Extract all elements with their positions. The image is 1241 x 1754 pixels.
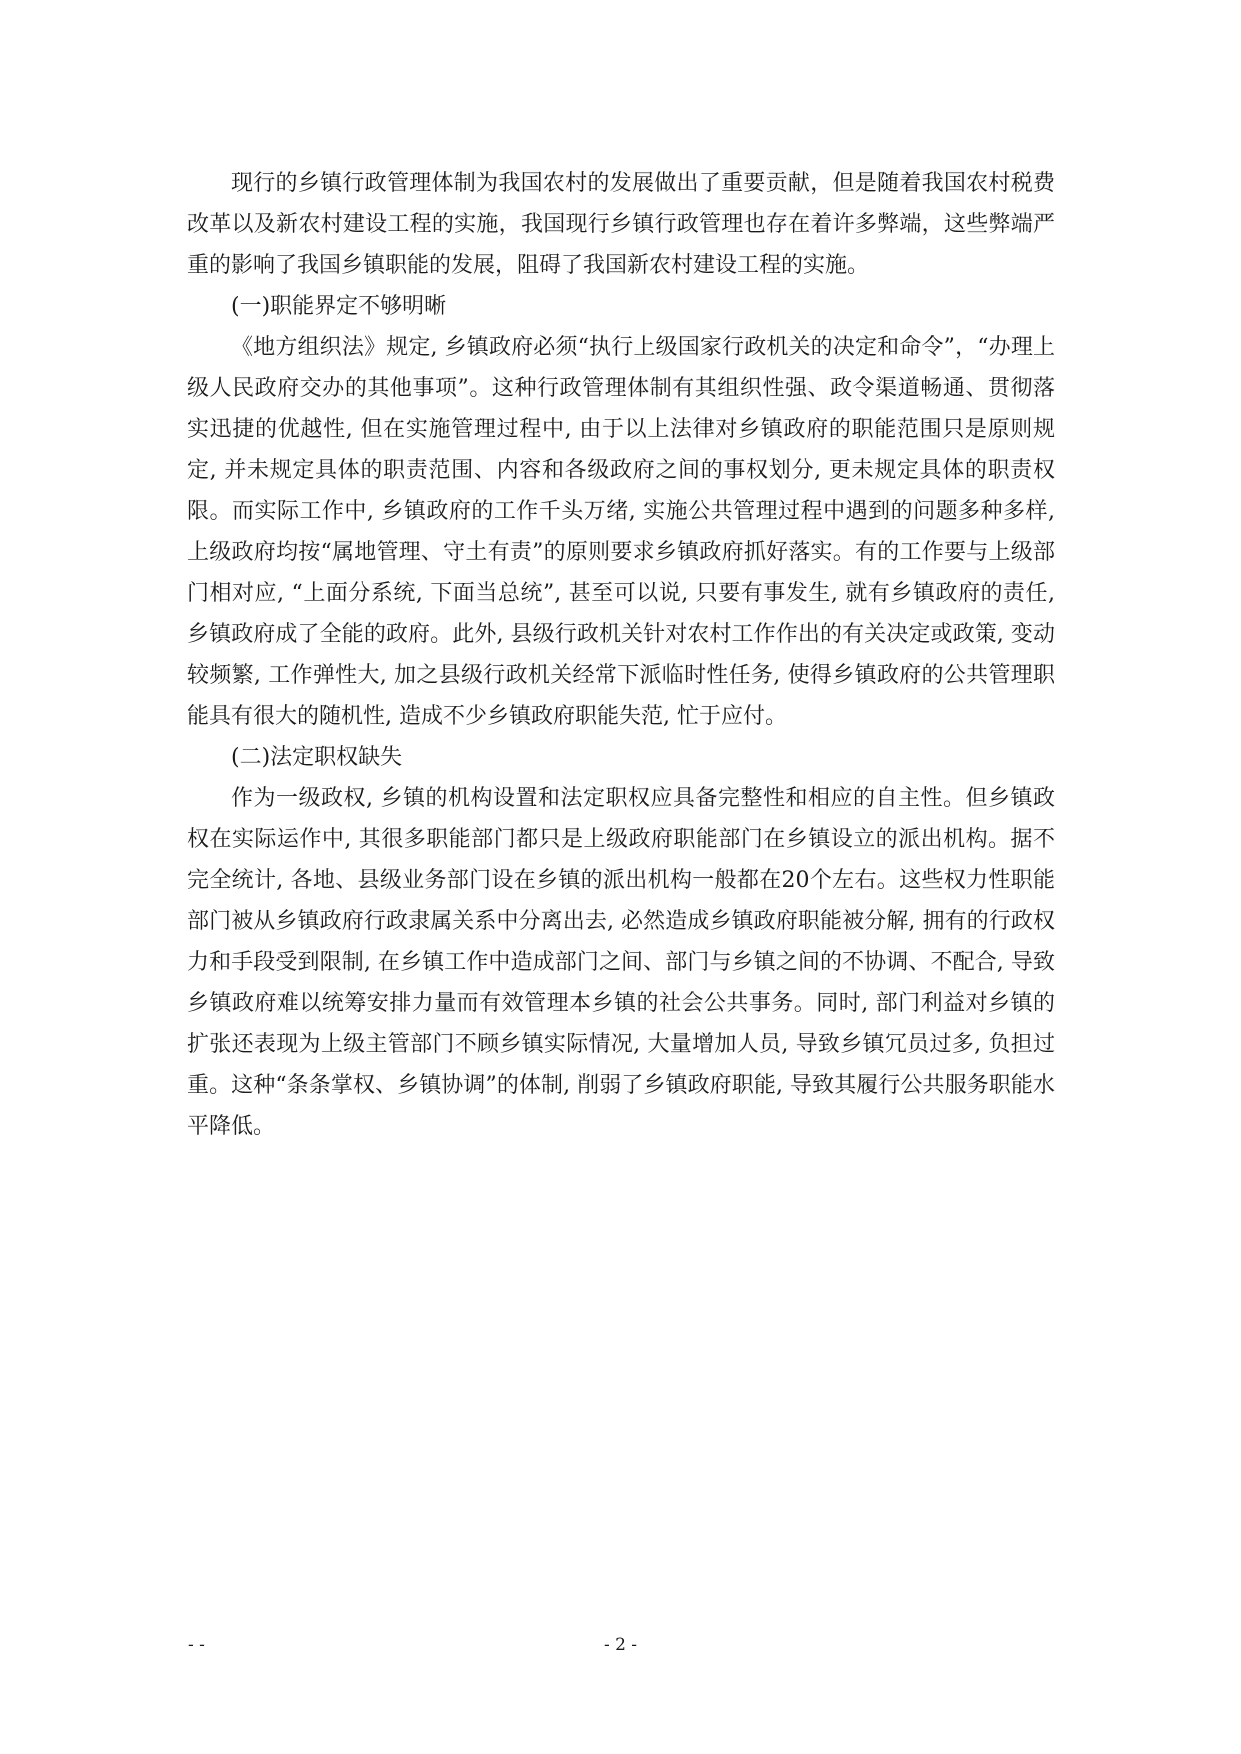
section-heading-2: (二)法定职权缺失 [231, 745, 403, 770]
page-footer [0, 1635, 1241, 1665]
paragraph-section-1: 《地方组织法》规定, 乡镇政府必须“执行上级国家行政机关的决定和命令”，“办理上级人民政府交办的其他事项”。这种行政管理体制有其组织性强、政令渠道畅通、贯彻落实迅捷的优越性, 但在实施管理过程中, 由于以上法律对乡镇政府的职能范围只是原则规定, 并未规定具体的职责范围、内容和各级政府之间的事权划分, 更未规定具体的职责权限。而实际工作中, 乡镇政府的工作千头万绪, 实施公共管理过程中遇到的问题多种多样, 上级政府均按“属地管理、守土有责”的原则要求乡镇政府抓好落实。有的工作要与上级部门相对应, “上面分系统, 下面当总统”, 甚至可以说, 只要有事发生, 就有乡镇政府的责任, 乡镇政府成了全能的政府。此外, 县级行政机关针对农村工作作出的有关决定或政策, 变动较频繁, 工作弹性大, 加之县级行政机关经常下派临时性任务, 使得乡镇政府的公共管理职能具有很大的随机性, 造成不少乡镇政府职能失范, 忙于应付。 [187, 335, 1055, 729]
paragraph-intro: 现行的乡镇行政管理体制为我国农村的发展做出了重要贡献，但是随着我国农村税费改革以及新农村建设工程的实施，我国现行乡镇行政管理也存在着许多弊端，这些弊端严重的影响了我国乡镇职能的发展，阻碍了我国新农村建设工程的实施。 [187, 171, 1055, 278]
page-number: - 2 - [603, 1635, 638, 1655]
paragraph-section-2: 作为一级政权, 乡镇的机构设置和法定职权应具备完整性和相应的自主性。但乡镇政权在实际运作中, 其很多职能部门都只是上级政府职能部门在乡镇设立的派出机构。据不完全统计, 各地、县级业务部门设在乡镇的派出机构一般都在20个左右。这些权力性职能部门被从乡镇政府行政隶属关系中分离出去, 必然造成乡镇政府职能被分解, 拥有的行政权力和手段受到限制, 在乡镇工作中造成部门之间、部门与乡镇之间的不协调、不配合, 导致乡镇政府难以统筹安排力量而有效管理本乡镇的社会公共事务。同时, 部门利益对乡镇的扩张还表现为上级主管部门不顾乡镇实际情况, 大量增加人员, 导致乡镇冗员过多, 负担过重。这种“条条掌权、乡镇协调”的体制, 削弱了乡镇政府职能, 导致其履行公共服务职能水平降低。 [187, 786, 1055, 1139]
footer-left-mark: - - [188, 1635, 205, 1655]
section-heading-1: (一)职能界定不够明晰 [231, 294, 447, 319]
document-body [187, 163, 1055, 1147]
